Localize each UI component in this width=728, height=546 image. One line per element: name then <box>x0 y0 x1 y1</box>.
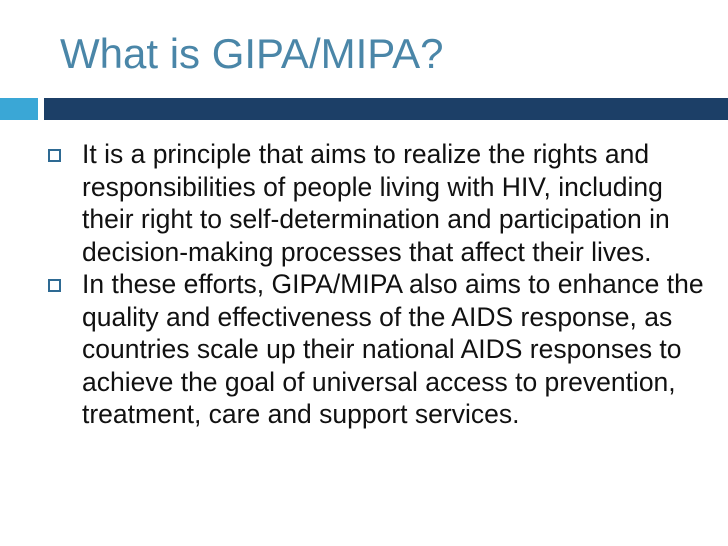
hollow-square-bullet-icon <box>48 149 61 162</box>
bullet-text: It is a principle that aims to realize the rights and responsibilities of people living with HIV, including their right to self-determination and participation in decision-making processes that affect their lives. <box>82 139 670 267</box>
bullet-text: In these efforts, GIPA/MIPA also aims to enhance the quality and effectiveness of the AIDS response, as countries scale up their national AIDS responses to achieve the goal of universal access to prevention, treatment, care and support services. <box>82 269 704 429</box>
title-accent-bar-light <box>0 98 38 120</box>
bullet-list <box>46 138 706 431</box>
slide-title: What is GIPA/MIPA? <box>60 30 444 77</box>
title-accent-bar-dark <box>44 98 728 120</box>
bullet-item <box>46 138 706 268</box>
bullet-item <box>46 268 706 431</box>
hollow-square-bullet-icon <box>48 279 61 292</box>
